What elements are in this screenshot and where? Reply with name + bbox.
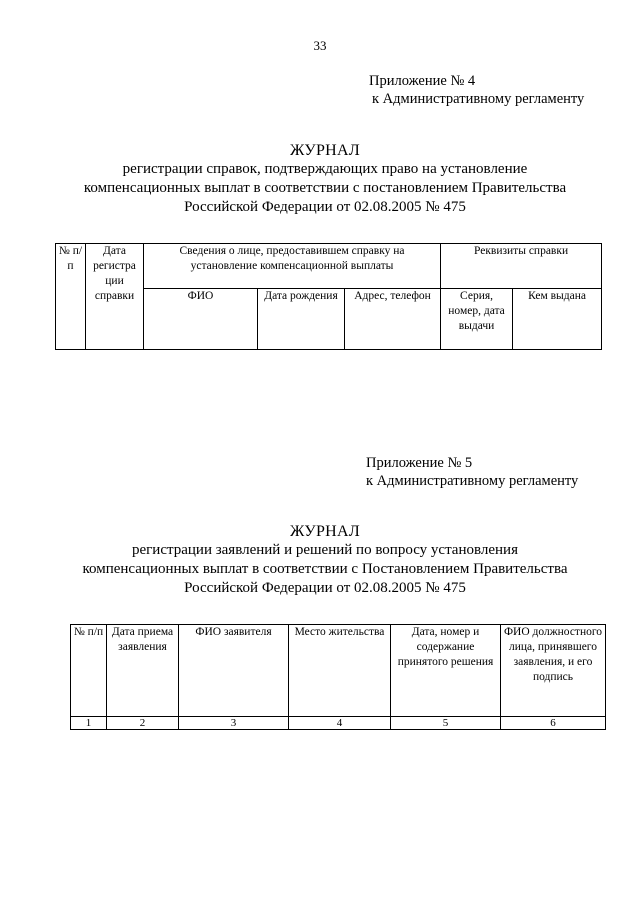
appendix-4-title: Приложение № 4 <box>369 73 476 89</box>
journal-2-col-fio: ФИО заявителя <box>179 625 289 717</box>
journal-1-col-date: Дата регистра ции справки <box>86 244 144 350</box>
journal-2-col-number-3: 3 <box>179 717 289 730</box>
journal-2-col-number-5: 5 <box>391 717 501 730</box>
journal-1-heading <box>60 141 590 217</box>
journal-1-table <box>55 243 602 350</box>
appendix-5-title: Приложение № 5 <box>366 455 473 471</box>
journal-1-col-address: Адрес, телефон <box>345 289 441 350</box>
journal-1-col-series: Серия, номер, дата выдачи <box>441 289 513 350</box>
journal-1-col-num: № п/п <box>56 244 86 350</box>
journal-1-col-fio: ФИО <box>144 289 258 350</box>
journal-1-line-3: Российской Федерации от 02.08.2005 № 475 <box>184 199 466 215</box>
journal-1-group-person: Сведения о лице, предоставившем справку на установление компенсационной выплаты <box>144 244 441 289</box>
journal-1-line-2: компенсационных выплат в соответствии с постановлением Правительства <box>83 180 567 196</box>
appendix-4-subtitle: к Административному регламенту <box>372 91 585 107</box>
journal-1-line-1: регистрации справок, подтверждающих право на установление <box>122 161 528 177</box>
page-number: 33 <box>313 38 327 53</box>
journal-2-col-date: Дата приема заявления <box>107 625 179 717</box>
journal-2-heading <box>60 522 590 598</box>
journal-2-col-residence: Место жительства <box>289 625 391 717</box>
journal-2-line-3: Российской Федерации от 02.08.2005 № 475 <box>184 580 466 596</box>
journal-2-col-number-6: 6 <box>501 717 606 730</box>
appendix-5-label <box>366 454 578 490</box>
appendix-4-label <box>369 72 584 108</box>
journal-1-title: ЖУРНАЛ <box>289 142 361 159</box>
journal-2-col-num: № п/п <box>71 625 107 717</box>
journal-2-title: ЖУРНАЛ <box>289 523 361 540</box>
journal-2-line-1: регистрации заявлений и решений по вопросу установления <box>132 542 518 558</box>
journal-2-col-number-4: 4 <box>289 717 391 730</box>
journal-2-line-2: компенсационных выплат в соответствии с Постановлением Правительства <box>82 561 568 577</box>
journal-2-col-number-1: 1 <box>71 717 107 730</box>
journal-1-col-birth: Дата рождения <box>258 289 345 350</box>
journal-2-col-official: ФИО должностного лица, принявшего заявления, и его подпись <box>501 625 606 717</box>
journal-2-col-decision: Дата, номер и содержание принятого решения <box>391 625 501 717</box>
appendix-5-subtitle: к Административному регламенту <box>366 473 579 489</box>
journal-1-group-requisites: Реквизиты справки <box>441 244 602 289</box>
journal-2-col-number-2: 2 <box>107 717 179 730</box>
journal-2-table <box>70 624 606 730</box>
journal-1-col-issued: Кем выдана <box>513 289 602 350</box>
